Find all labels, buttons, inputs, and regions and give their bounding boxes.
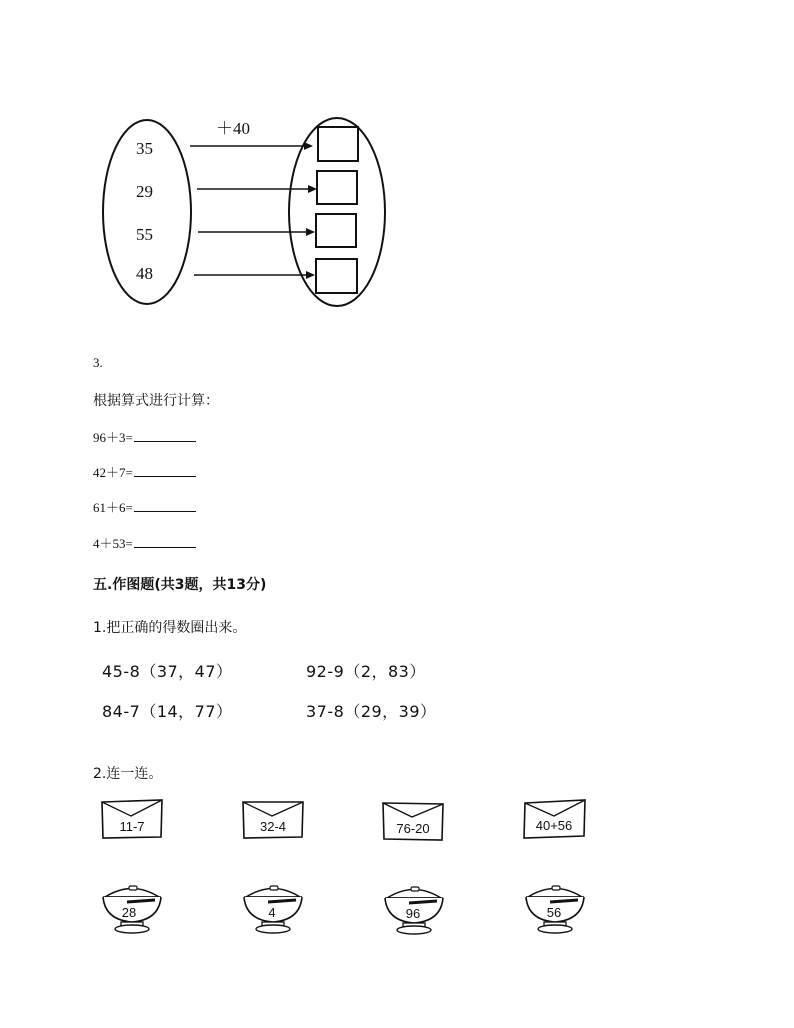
bowl-label: 56 [546, 905, 562, 920]
bowl-card[interactable] [379, 885, 449, 937]
section-title: 五.作图题(共3题，共13分) [93, 577, 267, 593]
envelope-card[interactable] [522, 798, 586, 840]
bowl-icon [520, 884, 590, 936]
mapping-diagram [100, 112, 400, 312]
envelope-icon [522, 798, 586, 840]
bowl-card[interactable] [97, 884, 167, 936]
envelope-label: 11-7 [119, 819, 145, 834]
envelope-icon [381, 800, 445, 842]
bowl-icon [97, 884, 167, 936]
input-value: 35 [136, 139, 153, 158]
circle-item[interactable]: 45-8（37，47） [102, 662, 233, 681]
answer-box[interactable] [317, 171, 357, 204]
answer-box[interactable] [318, 127, 358, 161]
answer-blank[interactable] [134, 533, 196, 548]
arrowhead-icon [308, 185, 317, 193]
mapping-svg [100, 112, 400, 312]
envelope-label: 76-20 [396, 821, 430, 836]
answer-blank[interactable] [134, 462, 196, 477]
answer-box[interactable] [316, 214, 356, 247]
circle-item[interactable]: 37-8（29，39） [306, 702, 437, 721]
arrowhead-icon [306, 271, 315, 279]
arrowhead-icon [306, 228, 315, 236]
answer-blank[interactable] [134, 497, 196, 512]
envelope-label: 32-4 [259, 819, 287, 834]
calc-item [93, 533, 196, 552]
circle-item[interactable]: 84-7（14，77） [102, 702, 233, 721]
calc-expression: 61＋6= [93, 500, 133, 515]
input-value: 29 [136, 182, 153, 201]
operation-label: ＋40 [216, 119, 250, 138]
input-value: 55 [136, 225, 153, 244]
calc-item [93, 427, 196, 446]
bowl-icon [238, 884, 308, 936]
envelope-icon [241, 799, 305, 841]
arrowhead-icon [304, 142, 313, 150]
question-number: 3. [93, 355, 103, 370]
circle-item[interactable]: 92-9（2，83） [306, 662, 426, 681]
calc-expression: 96＋3= [93, 430, 133, 445]
calc-item [93, 462, 196, 481]
answer-box[interactable] [316, 259, 357, 293]
envelope-label: 40+56 [535, 818, 573, 833]
bowl-label: 28 [121, 905, 137, 920]
bowl-card[interactable] [520, 884, 590, 936]
envelope-card[interactable] [241, 799, 305, 841]
envelope-card[interactable] [381, 800, 445, 842]
bowl-label: 4 [268, 905, 276, 920]
bowl-icon [379, 885, 449, 937]
calc-expression: 4＋53= [93, 536, 133, 551]
envelope-card[interactable] [100, 798, 164, 840]
envelope-icon [100, 798, 164, 840]
question-prompt: 1.把正确的得数圈出来。 [93, 620, 247, 636]
answer-blank[interactable] [134, 427, 196, 442]
bowl-card[interactable] [238, 884, 308, 936]
question-instruction: 根据算式进行计算： [93, 393, 219, 409]
bowl-label: 96 [405, 906, 421, 921]
calc-expression: 42＋7= [93, 465, 133, 480]
question-prompt: 2.连一连。 [93, 766, 163, 782]
calc-item [93, 497, 196, 516]
input-value: 48 [136, 264, 153, 283]
